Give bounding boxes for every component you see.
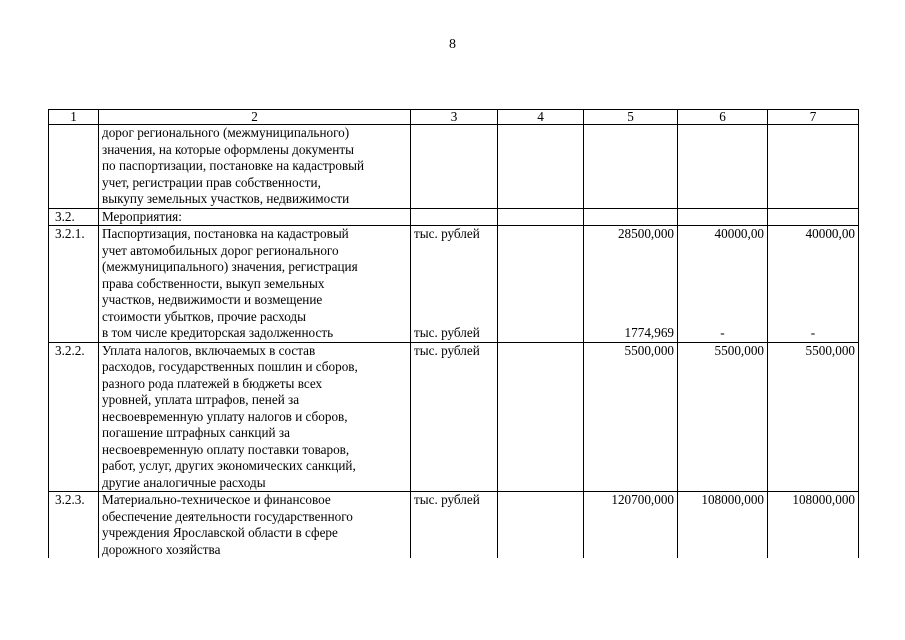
header-cell-3: 3 [411,110,498,125]
col4-cell [498,492,584,559]
row-description: дорог регионального (межмуниципального) значения, на которые оформлены документы по паспортизации, постановке на кадастровый учет, регистрации прав собственности, выкупу земельных участков, недвижимости [99,125,411,209]
row-description: Мероприятия: [99,208,411,226]
table-row-continuation [49,125,859,209]
header-cell-7: 7 [768,110,859,125]
row-description: Материально-техническое и финансовое обеспечение деятельности государственного учреждения Ярославской области в сфере дорожного хозяйства [99,492,411,559]
col6-cell: 40000,00 - [678,226,768,343]
budget-table [48,109,859,558]
col7-cell: 5500,000 [768,342,859,492]
row-sub-description: в том числе кредиторская задолженность [102,325,334,340]
unit-cell [411,208,498,226]
col5-cell [584,125,678,209]
unit-cell: тыс. рублей тыс. рублей [411,226,498,343]
sub-col7: - [810,325,816,340]
col7-cell [768,208,859,226]
col7-cell: 108000,000 [768,492,859,559]
col5-cell: 120700,000 [584,492,678,559]
unit-cell: тыс. рублей [411,342,498,492]
unit-cell [411,125,498,209]
col6-cell [678,125,768,209]
col4-cell [498,208,584,226]
col6-cell [678,208,768,226]
header-cell-5: 5 [584,110,678,125]
row-number: 3.2.1. [49,226,99,343]
header-cell-2: 2 [99,110,411,125]
col5-cell: 5500,000 [584,342,678,492]
row-description: Паспортизация, постановка на кадастровый учет автомобильных дорог регионального (межмуниципального) значения, регистрация права собственности, выкуп земельных участков, недвижимости и возмещение стоимости убытков, прочие расходы в том числе кредиторская задолженность [99,226,411,343]
col7-cell: 40000,00 - [768,226,859,343]
col7-cell [768,125,859,209]
col4-cell [498,226,584,343]
row-number: 3.2. [49,208,99,226]
header-cell-1: 1 [49,110,99,125]
sub-unit: тыс. рублей [414,325,480,340]
col6-cell: 108000,000 [678,492,768,559]
sub-col5: 1774,969 [624,325,674,340]
col5-cell [584,208,678,226]
header-cell-6: 6 [678,110,768,125]
col6-cell: 5500,000 [678,342,768,492]
header-cell-4: 4 [498,110,584,125]
sub-col6: - [720,325,725,340]
col4-cell [498,125,584,209]
table-header-row [49,110,859,125]
row-number: 3.2.3. [49,492,99,559]
table-row-3-2-2 [49,342,859,492]
row-description: Уплата налогов, включаемых в состав расходов, государственных пошлин и сборов, разного рода платежей в бюджеты всех уровней, уплата штрафов, пеней за несвоевременную уплату налогов и сборов, погашение штрафных санкций за несвоевременную оплату поставки товаров, работ, услуг, других экономических санкций, другие аналогичные расходы [99,342,411,492]
table-row-3-2 [49,208,859,226]
page-number: 8 [449,37,456,52]
table-row-3-2-1 [49,226,859,343]
col5-cell: 28500,000 1774,969 [584,226,678,343]
row-number-cell [49,125,99,209]
unit-cell: тыс. рублей [411,492,498,559]
table-row-3-2-3 [49,492,859,559]
col4-cell [498,342,584,492]
row-number: 3.2.2. [49,342,99,492]
